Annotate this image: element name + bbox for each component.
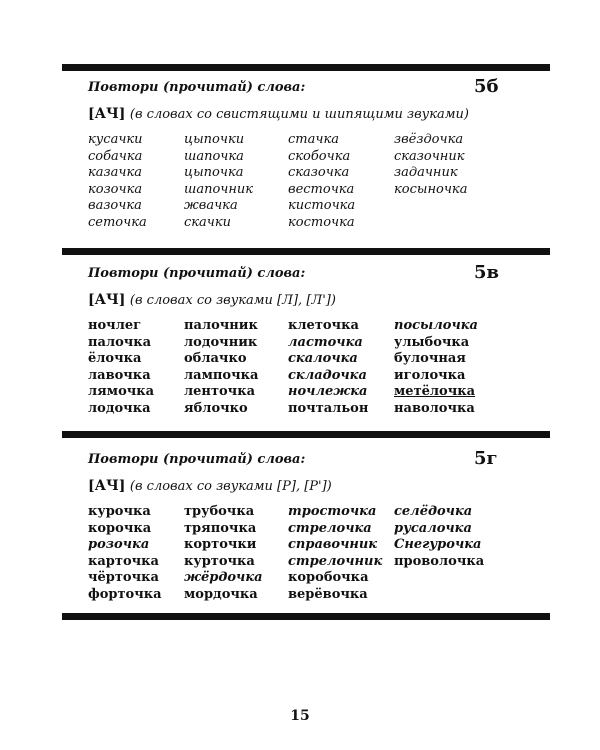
word: казачка — [88, 165, 142, 181]
word: складочка — [288, 367, 367, 383]
sound-note: (в словах со звуками [Л], [Л']) — [129, 293, 336, 308]
word: проволочка — [394, 553, 485, 569]
word: вазочка — [88, 198, 142, 214]
word: ленточка — [184, 384, 256, 400]
word: скобочка — [288, 148, 351, 164]
section-subtitle — [88, 478, 332, 494]
sound-tag: [АЧ] — [88, 478, 126, 494]
word-row — [88, 165, 528, 182]
section-number: 5б — [474, 76, 499, 97]
word: булочная — [394, 351, 466, 367]
section-title: Повтори (прочитай) слова: — [88, 452, 306, 467]
word: Снегурочка — [394, 537, 482, 553]
word: сеточка — [88, 214, 147, 230]
word: розочка — [88, 537, 150, 553]
word: стачка — [288, 132, 339, 147]
word: почтальон — [288, 400, 369, 416]
sound-note: (в словах со звуками [Р], [Р']) — [129, 479, 332, 494]
word: карточка — [88, 553, 159, 569]
sound-tag: [АЧ] — [88, 106, 126, 122]
section-number: 5г — [474, 448, 498, 469]
word-row — [88, 215, 528, 232]
word: скачки — [184, 214, 232, 230]
word-row — [88, 149, 528, 166]
word-row — [88, 554, 528, 571]
sound-note: (в словах со свистящими и шипящими звуками) — [129, 107, 469, 122]
word-row — [88, 368, 528, 385]
word: справочник — [288, 537, 378, 553]
word: косточка — [288, 214, 355, 230]
word-row — [88, 504, 528, 521]
word: селёдочка — [394, 504, 473, 519]
bottom-bar — [62, 613, 550, 620]
word-row — [88, 351, 528, 368]
word: русалочка — [394, 520, 472, 536]
word: жвачка — [184, 198, 238, 214]
divider-bar-2 — [62, 431, 550, 438]
word-row — [88, 521, 528, 538]
word: клеточка — [288, 318, 359, 333]
word: стрелочка — [288, 520, 372, 536]
word-row — [88, 198, 528, 215]
word: сказочник — [394, 148, 465, 164]
word: лодочник — [184, 334, 258, 350]
word: иголочка — [394, 367, 466, 383]
word: ночлежка — [288, 384, 368, 400]
word-grid — [88, 132, 528, 232]
word: кусачки — [88, 132, 143, 147]
word: шапочник — [184, 181, 254, 197]
word: форточка — [88, 586, 162, 602]
word: верёвочка — [288, 586, 368, 602]
word: весточка — [288, 181, 355, 197]
word: корочка — [88, 520, 152, 536]
word-row — [88, 335, 528, 352]
word: цыпочки — [184, 132, 245, 147]
word: тряпочка — [184, 520, 257, 536]
word: задачник — [394, 165, 458, 181]
word: палочник — [184, 318, 258, 333]
word: палочка — [88, 334, 152, 350]
section-title: Повтори (прочитай) слова: — [88, 80, 306, 95]
word-grid — [88, 504, 528, 604]
word: ночлег — [88, 318, 142, 333]
word: мордочка — [184, 586, 258, 602]
word: лодочка — [88, 400, 151, 416]
word: шапочка — [184, 148, 244, 164]
word: скалочка — [288, 351, 358, 367]
word: коробочка — [288, 570, 369, 586]
word-row — [88, 587, 528, 604]
word: улыбочка — [394, 334, 470, 350]
word: жёрдочка — [184, 570, 263, 586]
word-row — [88, 570, 528, 587]
word-row — [88, 318, 528, 335]
word: ёлочка — [88, 351, 142, 367]
word-row — [88, 384, 528, 401]
word: стрелочник — [288, 553, 383, 569]
word: трубочка — [184, 504, 255, 519]
word: лампочка — [184, 367, 259, 383]
word: кисточка — [288, 198, 356, 214]
word: ласточка — [288, 334, 363, 350]
top-bar — [62, 64, 550, 71]
word: собачка — [88, 148, 143, 164]
word-row — [88, 132, 528, 149]
word: козочка — [88, 181, 143, 197]
word: корточки — [184, 537, 257, 553]
word: облачко — [184, 351, 247, 367]
section-subtitle — [88, 106, 469, 122]
word-row — [88, 182, 528, 199]
word: цыпочка — [184, 165, 244, 181]
section-number: 5в — [474, 262, 500, 283]
word: чёрточка — [88, 570, 159, 586]
word: метёлочка — [394, 384, 476, 400]
word: звёздочка — [394, 132, 464, 147]
word: сказочка — [288, 165, 350, 181]
word: тросточка — [288, 504, 377, 519]
word: лавочка — [88, 367, 151, 383]
word-grid — [88, 318, 528, 418]
section-subtitle — [88, 292, 336, 308]
word: посылочка — [394, 318, 478, 333]
word: курточка — [184, 553, 255, 569]
divider-bar-1 — [62, 248, 550, 255]
word: яблочко — [184, 400, 248, 416]
word-row — [88, 401, 528, 418]
word: лямочка — [88, 384, 155, 400]
sound-tag: [АЧ] — [88, 292, 126, 308]
section-title: Повтори (прочитай) слова: — [88, 266, 306, 281]
word-row — [88, 537, 528, 554]
word: косыночка — [394, 181, 468, 197]
word: наволочка — [394, 400, 475, 416]
word: курочка — [88, 504, 151, 519]
page-number: 15 — [290, 708, 310, 724]
